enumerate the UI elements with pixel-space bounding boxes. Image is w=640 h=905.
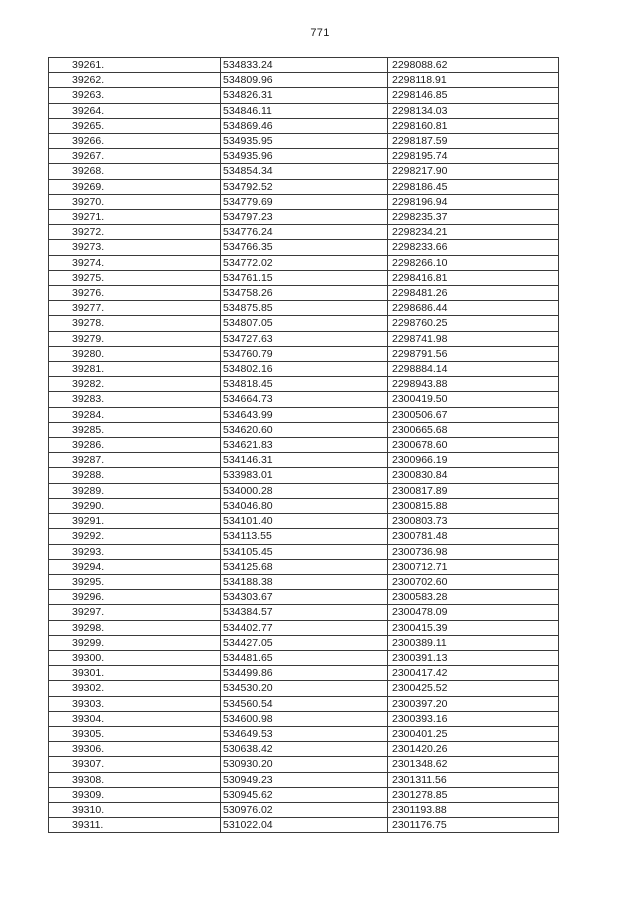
table-row (49, 240, 559, 255)
point-number-cell: 39284. (49, 407, 221, 422)
x-coordinate-cell: 534113.55 (221, 529, 388, 544)
y-coordinate-cell: 2300736.98 (388, 544, 559, 559)
coordinates-table-body (49, 58, 559, 833)
y-coordinate-cell: 2301176.75 (388, 818, 559, 833)
y-coordinate-cell: 2301278.85 (388, 787, 559, 802)
x-coordinate-cell: 534833.24 (221, 58, 388, 73)
point-number-cell: 39306. (49, 742, 221, 757)
y-coordinate-cell: 2301420.26 (388, 742, 559, 757)
table-row (49, 681, 559, 696)
point-number-cell: 39273. (49, 240, 221, 255)
table-row (49, 742, 559, 757)
point-number-cell: 39270. (49, 194, 221, 209)
point-number-cell: 39295. (49, 574, 221, 589)
y-coordinate-cell: 2298943.88 (388, 377, 559, 392)
point-number-cell: 39262. (49, 73, 221, 88)
x-coordinate-cell: 534621.83 (221, 438, 388, 453)
point-number-cell: 39280. (49, 346, 221, 361)
table-row (49, 422, 559, 437)
table-row (49, 438, 559, 453)
point-number-cell: 39310. (49, 802, 221, 817)
y-coordinate-cell: 2298416.81 (388, 270, 559, 285)
table-row (49, 818, 559, 833)
x-coordinate-cell: 534643.99 (221, 407, 388, 422)
x-coordinate-cell: 534101.40 (221, 514, 388, 529)
point-number-cell: 39289. (49, 483, 221, 498)
y-coordinate-cell: 2301311.56 (388, 772, 559, 787)
point-number-cell: 39301. (49, 666, 221, 681)
x-coordinate-cell: 534384.57 (221, 605, 388, 620)
point-number-cell: 39263. (49, 88, 221, 103)
x-coordinate-cell: 534935.96 (221, 149, 388, 164)
y-coordinate-cell: 2300712.71 (388, 559, 559, 574)
y-coordinate-cell: 2300415.39 (388, 620, 559, 635)
x-coordinate-cell: 534826.31 (221, 88, 388, 103)
x-coordinate-cell: 534846.11 (221, 103, 388, 118)
table-row (49, 73, 559, 88)
y-coordinate-cell: 2298235.37 (388, 210, 559, 225)
table-row (49, 529, 559, 544)
y-coordinate-cell: 2300817.89 (388, 483, 559, 498)
x-coordinate-cell: 530638.42 (221, 742, 388, 757)
y-coordinate-cell: 2298233.66 (388, 240, 559, 255)
table-row (49, 331, 559, 346)
x-coordinate-cell: 534760.79 (221, 346, 388, 361)
point-number-cell: 39308. (49, 772, 221, 787)
y-coordinate-cell: 2300665.68 (388, 422, 559, 437)
point-number-cell: 39299. (49, 635, 221, 650)
y-coordinate-cell: 2300815.88 (388, 498, 559, 513)
y-coordinate-cell: 2300397.20 (388, 696, 559, 711)
x-coordinate-cell: 534869.46 (221, 118, 388, 133)
table-row (49, 225, 559, 240)
x-coordinate-cell: 534809.96 (221, 73, 388, 88)
point-number-cell: 39287. (49, 453, 221, 468)
y-coordinate-cell: 2300803.73 (388, 514, 559, 529)
y-coordinate-cell: 2300393.16 (388, 711, 559, 726)
table-row (49, 590, 559, 605)
x-coordinate-cell: 534620.60 (221, 422, 388, 437)
y-coordinate-cell: 2300506.67 (388, 407, 559, 422)
point-number-cell: 39261. (49, 58, 221, 73)
x-coordinate-cell: 534146.31 (221, 453, 388, 468)
y-coordinate-cell: 2300425.52 (388, 681, 559, 696)
y-coordinate-cell: 2300781.48 (388, 529, 559, 544)
x-coordinate-cell: 534935.95 (221, 134, 388, 149)
x-coordinate-cell: 534772.02 (221, 255, 388, 270)
point-number-cell: 39309. (49, 787, 221, 802)
x-coordinate-cell: 534727.63 (221, 331, 388, 346)
x-coordinate-cell: 534761.15 (221, 270, 388, 285)
table-row (49, 149, 559, 164)
table-row (49, 316, 559, 331)
point-number-cell: 39277. (49, 301, 221, 316)
table-row (49, 483, 559, 498)
point-number-cell: 39264. (49, 103, 221, 118)
x-coordinate-cell: 534664.73 (221, 392, 388, 407)
table-row (49, 179, 559, 194)
y-coordinate-cell: 2298686.44 (388, 301, 559, 316)
table-row (49, 772, 559, 787)
point-number-cell: 39293. (49, 544, 221, 559)
x-coordinate-cell: 533983.01 (221, 468, 388, 483)
table-row (49, 574, 559, 589)
table-row (49, 757, 559, 772)
table-row (49, 666, 559, 681)
table-row (49, 103, 559, 118)
table-row (49, 514, 559, 529)
point-number-cell: 39269. (49, 179, 221, 194)
y-coordinate-cell: 2300830.84 (388, 468, 559, 483)
point-number-cell: 39282. (49, 377, 221, 392)
point-number-cell: 39305. (49, 726, 221, 741)
y-coordinate-cell: 2298088.62 (388, 58, 559, 73)
table-row (49, 58, 559, 73)
table-row (49, 362, 559, 377)
x-coordinate-cell: 534792.52 (221, 179, 388, 194)
x-coordinate-cell: 530976.02 (221, 802, 388, 817)
x-coordinate-cell: 534600.98 (221, 711, 388, 726)
point-number-cell: 39304. (49, 711, 221, 726)
x-coordinate-cell: 534854.34 (221, 164, 388, 179)
x-coordinate-cell: 534125.68 (221, 559, 388, 574)
point-number-cell: 39290. (49, 498, 221, 513)
table-row (49, 118, 559, 133)
x-coordinate-cell: 534000.28 (221, 483, 388, 498)
x-coordinate-cell: 534776.24 (221, 225, 388, 240)
point-number-cell: 39276. (49, 286, 221, 301)
y-coordinate-cell: 2300583.28 (388, 590, 559, 605)
y-coordinate-cell: 2300702.60 (388, 574, 559, 589)
table-row (49, 696, 559, 711)
point-number-cell: 39292. (49, 529, 221, 544)
point-number-cell: 39283. (49, 392, 221, 407)
table-row (49, 498, 559, 513)
point-number-cell: 39278. (49, 316, 221, 331)
point-number-cell: 39303. (49, 696, 221, 711)
point-number-cell: 39268. (49, 164, 221, 179)
table-row (49, 346, 559, 361)
x-coordinate-cell: 534560.54 (221, 696, 388, 711)
x-coordinate-cell: 534481.65 (221, 650, 388, 665)
x-coordinate-cell: 534188.38 (221, 574, 388, 589)
table-row (49, 453, 559, 468)
y-coordinate-cell: 2298741.98 (388, 331, 559, 346)
x-coordinate-cell: 534766.35 (221, 240, 388, 255)
x-coordinate-cell: 534758.26 (221, 286, 388, 301)
table-row (49, 635, 559, 650)
page-number: 771 (310, 27, 330, 39)
table-row (49, 620, 559, 635)
point-number-cell: 39281. (49, 362, 221, 377)
point-number-cell: 39311. (49, 818, 221, 833)
x-coordinate-cell: 534802.16 (221, 362, 388, 377)
point-number-cell: 39272. (49, 225, 221, 240)
table-row (49, 301, 559, 316)
point-number-cell: 39300. (49, 650, 221, 665)
table-row (49, 134, 559, 149)
table-row (49, 194, 559, 209)
y-coordinate-cell: 2298146.85 (388, 88, 559, 103)
y-coordinate-cell: 2300478.09 (388, 605, 559, 620)
y-coordinate-cell: 2298118.91 (388, 73, 559, 88)
y-coordinate-cell: 2300389.11 (388, 635, 559, 650)
y-coordinate-cell: 2300419.50 (388, 392, 559, 407)
y-coordinate-cell: 2298884.14 (388, 362, 559, 377)
point-number-cell: 39296. (49, 590, 221, 605)
x-coordinate-cell: 530949.23 (221, 772, 388, 787)
table-row (49, 270, 559, 285)
point-number-cell: 39265. (49, 118, 221, 133)
table-row (49, 210, 559, 225)
x-coordinate-cell: 534779.69 (221, 194, 388, 209)
table-row (49, 164, 559, 179)
point-number-cell: 39267. (49, 149, 221, 164)
point-number-cell: 39302. (49, 681, 221, 696)
y-coordinate-cell: 2300417.42 (388, 666, 559, 681)
y-coordinate-cell: 2298134.03 (388, 103, 559, 118)
y-coordinate-cell: 2298266.10 (388, 255, 559, 270)
x-coordinate-cell: 534402.77 (221, 620, 388, 635)
table-row (49, 88, 559, 103)
point-number-cell: 39279. (49, 331, 221, 346)
x-coordinate-cell: 534105.45 (221, 544, 388, 559)
point-number-cell: 39266. (49, 134, 221, 149)
x-coordinate-cell: 531022.04 (221, 818, 388, 833)
point-number-cell: 39297. (49, 605, 221, 620)
point-number-cell: 39294. (49, 559, 221, 574)
table-row (49, 650, 559, 665)
y-coordinate-cell: 2298760.25 (388, 316, 559, 331)
y-coordinate-cell: 2301193.88 (388, 802, 559, 817)
y-coordinate-cell: 2298217.90 (388, 164, 559, 179)
table-row (49, 544, 559, 559)
y-coordinate-cell: 2300391.13 (388, 650, 559, 665)
y-coordinate-cell: 2298160.81 (388, 118, 559, 133)
x-coordinate-cell: 534499.86 (221, 666, 388, 681)
y-coordinate-cell: 2300401.25 (388, 726, 559, 741)
x-coordinate-cell: 534530.20 (221, 681, 388, 696)
table-row (49, 468, 559, 483)
point-number-cell: 39288. (49, 468, 221, 483)
y-coordinate-cell: 2300678.60 (388, 438, 559, 453)
point-number-cell: 39286. (49, 438, 221, 453)
y-coordinate-cell: 2301348.62 (388, 757, 559, 772)
point-number-cell: 39285. (49, 422, 221, 437)
x-coordinate-cell: 530930.20 (221, 757, 388, 772)
table-row (49, 377, 559, 392)
x-coordinate-cell: 534818.45 (221, 377, 388, 392)
y-coordinate-cell: 2298196.94 (388, 194, 559, 209)
table-row (49, 392, 559, 407)
table-row (49, 726, 559, 741)
table-row (49, 711, 559, 726)
table-row (49, 255, 559, 270)
table-row (49, 286, 559, 301)
y-coordinate-cell: 2298186.45 (388, 179, 559, 194)
table-row (49, 559, 559, 574)
x-coordinate-cell: 534427.05 (221, 635, 388, 650)
table-row (49, 605, 559, 620)
y-coordinate-cell: 2298234.21 (388, 225, 559, 240)
y-coordinate-cell: 2298481.26 (388, 286, 559, 301)
table-row (49, 787, 559, 802)
x-coordinate-cell: 534303.67 (221, 590, 388, 605)
table-row (49, 802, 559, 817)
point-number-cell: 39291. (49, 514, 221, 529)
point-number-cell: 39298. (49, 620, 221, 635)
y-coordinate-cell: 2298187.59 (388, 134, 559, 149)
point-number-cell: 39274. (49, 255, 221, 270)
y-coordinate-cell: 2298791.56 (388, 346, 559, 361)
x-coordinate-cell: 534649.53 (221, 726, 388, 741)
point-number-cell: 39307. (49, 757, 221, 772)
point-number-cell: 39275. (49, 270, 221, 285)
coordinates-table (48, 57, 559, 833)
x-coordinate-cell: 534807.05 (221, 316, 388, 331)
y-coordinate-cell: 2298195.74 (388, 149, 559, 164)
y-coordinate-cell: 2300966.19 (388, 453, 559, 468)
table-row (49, 407, 559, 422)
x-coordinate-cell: 534875.85 (221, 301, 388, 316)
x-coordinate-cell: 534797.23 (221, 210, 388, 225)
point-number-cell: 39271. (49, 210, 221, 225)
x-coordinate-cell: 534046.80 (221, 498, 388, 513)
x-coordinate-cell: 530945.62 (221, 787, 388, 802)
